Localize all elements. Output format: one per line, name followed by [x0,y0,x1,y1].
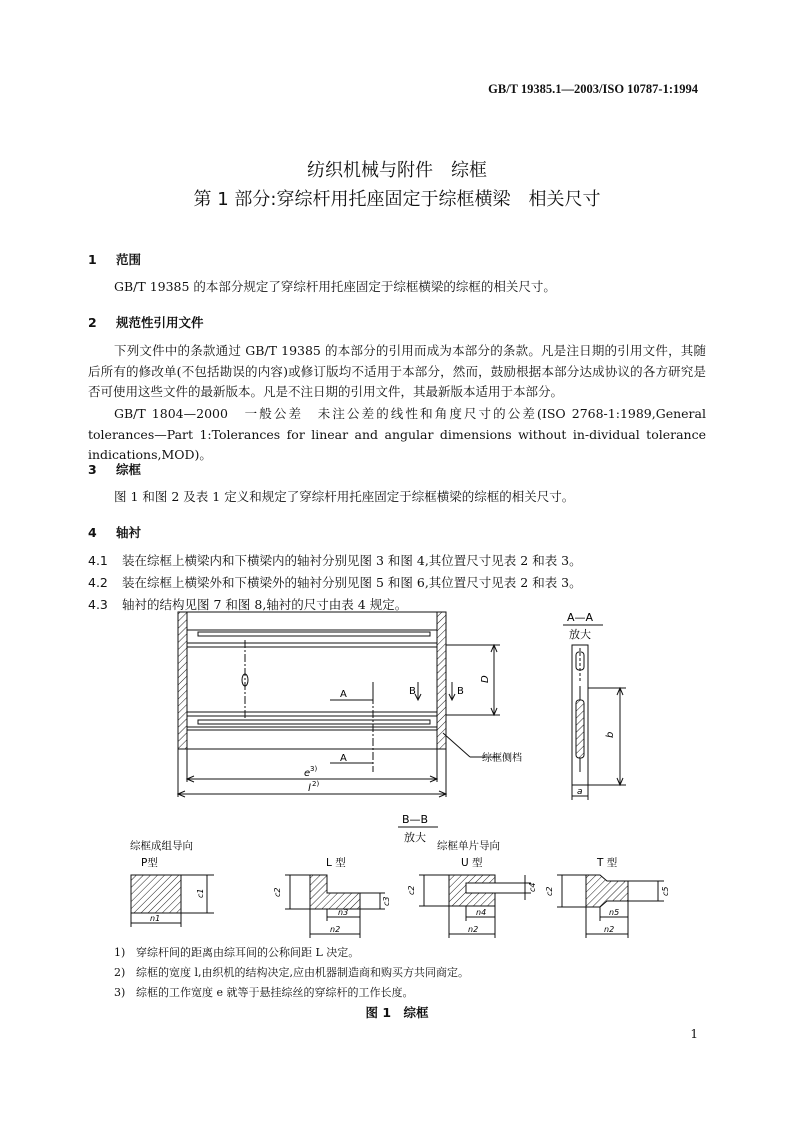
note-text: 综框的宽度 l,由织机的结构决定,应由机器制造商和购买方共同商定。 [136,966,470,979]
section-4-heading [88,523,141,541]
heald-frame-view [178,612,500,797]
page-number: 1 [690,1027,698,1041]
dim-c5: c5 [661,886,670,896]
clause-text: 轴衬的结构见图 7 和图 8,轴衬的尺寸由表 4 规定。 [122,597,408,612]
section-1-body: GB/T 19385 的本部分规定了穿综杆用托座固定于综框横梁的综框的相关尺寸。 [114,279,556,294]
dim-n2: n2 [468,925,479,934]
dim-c2: c2 [545,886,554,896]
section-label-B-left: B [409,686,416,697]
section-number: 1 [88,252,97,267]
label-group-guide: 综框成组导向 [130,840,193,852]
clause-number: 4.3 [88,597,108,612]
dim-c4: c4 [528,882,537,892]
label-frame-side-stave: 综框侧档 [482,753,522,764]
clause-text: 装在综框上横梁外和下横梁外的轴衬分别见图 5 和图 6,其位置尺寸见表 2 和表 3。 [122,575,582,590]
dim-n1: n1 [150,914,161,923]
section-title: 规范性引用文件 [116,315,204,330]
note-number: 1) [114,946,126,959]
section-2-heading [88,313,204,331]
dimension-b: b [605,731,616,738]
dim-c3: c3 [382,896,391,906]
section-bb-title: B—B [402,813,429,826]
section-aa-enlarged: 放大 [569,628,591,641]
figure-note-1 [114,944,359,960]
label-single-guide: 综框单片导向 [437,840,500,852]
dim-n4: n4 [476,908,487,917]
dim-c2: c2 [273,887,282,897]
dimension-D: D [480,675,491,683]
section-2-body-1: 下列文件中的条款通过 GB/T 19385 的本部分的引用而成为本部分的条款。凡是注日期的引用文件，其随后所有的修改单(不包括勘误的内容)或修订版均不适用于本部分，然而，鼓励根据本部分达成协议的各方研究是否可使用这些文件的最新版本。凡是不注日期的引用文件，其最新版本适用于本部分。 [88,343,706,399]
section-title: 轴衬 [116,525,142,540]
dim-n2: n2 [330,925,341,934]
section-2-body-2: GB/T 1804—2000 一般公差 未注公差的线性和角度尺寸的公差(ISO 2768-1:1989,General tolerances—Part 1:Tolerances for linear and angular dimensions without in-dividual tolerance indications,MOD)。 [88,406,706,462]
figure-1-drawing [0,600,794,945]
section-label-A-top: A [340,689,347,700]
figure-note-3 [114,984,414,1000]
profile-p-drawing [131,875,214,927]
standard-number: GB/T 19385.1—2003/ISO 10787-1:1994 [488,82,698,96]
section-title: 范围 [116,252,142,267]
section-3-body: 图 1 和图 2 及表 1 定义和规定了穿综杆用托座固定于综框横梁的综框的相关尺寸。 [114,489,575,504]
dimension-a: a [577,787,583,797]
section-bb-enlarged: 放大 [404,831,426,844]
profile-t-name: T 型 [597,857,618,869]
note-number: 2) [114,966,126,979]
left-side-stave [178,612,187,749]
section-number: 2 [88,315,97,330]
clause-4-1 [88,551,582,569]
document-title: 纺织机械与附件 综框 [307,160,487,181]
document-subtitle: 第 1 部分:穿综杆用托座固定于综框横梁 相关尺寸 [193,189,601,210]
section-title: 综框 [116,462,142,477]
top-heald-rod [198,632,430,636]
bottom-heald-rod [198,720,430,724]
note-ref-e: 3) [310,765,318,773]
dim-n3: n3 [338,908,349,917]
profile-l-name: L 型 [326,857,346,869]
section-3-heading [88,460,141,478]
dim-n5: n5 [609,908,620,917]
figure-note-2 [114,964,469,980]
dim-c1: c1 [196,888,205,898]
section-1-heading [88,250,141,268]
clause-number: 4.2 [88,575,108,590]
section-aa-title: A—A [567,611,594,624]
note-text: 穿综杆间的距离由综耳间的公称间距 L 决定。 [136,946,360,959]
profile-u-name: U 型 [461,857,483,869]
clause-4-2 [88,573,582,591]
section-label-A-bottom: A [340,753,347,764]
dimension-l: l [308,783,311,794]
note-text: 综框的工作宽度 e 就等于悬挂综丝的穿综杆的工作长度。 [136,986,414,999]
section-number: 3 [88,462,97,477]
clause-text: 装在综框上横梁内和下横梁内的轴衬分别见图 3 和图 4,其位置尺寸见表 2 和表 3。 [122,553,582,568]
dimension-e: e [304,768,311,779]
dim-n2: n2 [604,925,615,934]
note-ref-l: 2) [312,780,320,788]
frame-outline [178,612,446,749]
right-side-stave [437,612,446,749]
figure-caption: 图 1 综框 [365,1005,429,1020]
dim-c2: c2 [407,885,416,895]
section-number: 4 [88,525,97,540]
section-aa-view [572,645,626,800]
note-number: 3) [114,986,126,999]
section-label-B-right: B [457,686,464,697]
profile-p-name: P型 [141,857,158,869]
clause-number: 4.1 [88,553,108,568]
